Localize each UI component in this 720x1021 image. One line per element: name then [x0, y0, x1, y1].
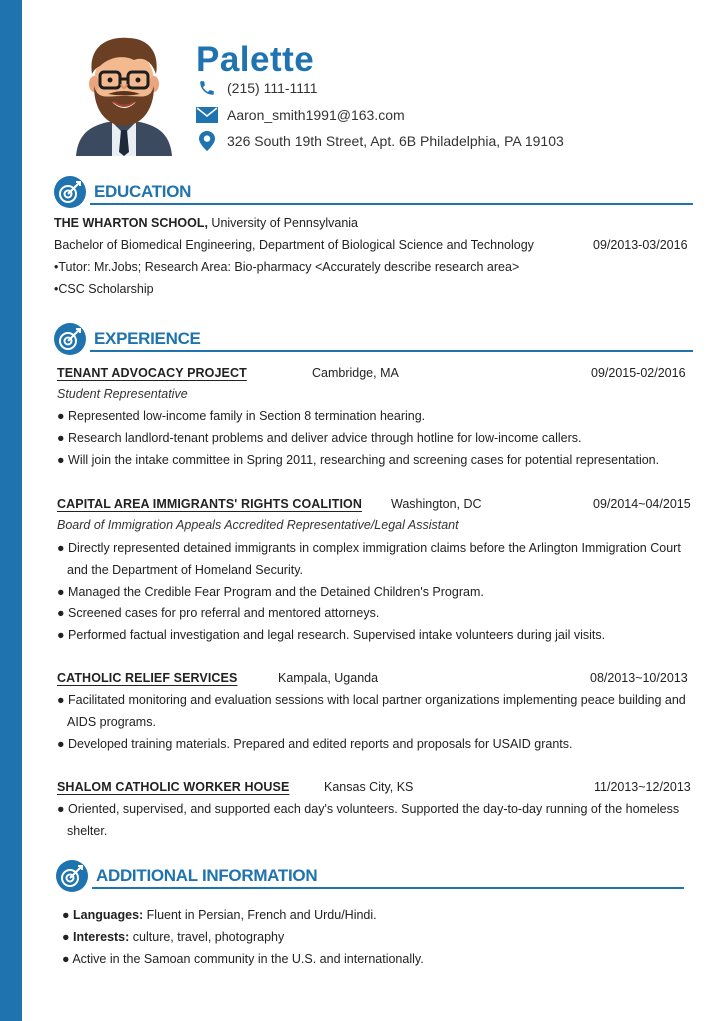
education-title: EDUCATION — [94, 182, 192, 201]
job-organization: CATHOLIC RELIEF SERVICES — [57, 671, 238, 685]
list-item: ● Oriented, supervised, and supported each day's volunteers. Supported the day-to-day running of the homeless — [57, 802, 680, 816]
job-location: Washington, DC — [391, 497, 482, 511]
job-role: Board of Immigration Appeals Accredited Representative/Legal Assistant — [57, 518, 459, 532]
phone-icon — [196, 79, 218, 97]
target-icon — [56, 860, 88, 892]
experience-title: EXPERIENCE — [94, 329, 201, 348]
education-section-header — [54, 176, 694, 210]
education-dates: 09/2013-03/2016 — [593, 238, 688, 252]
list-item: ● Will join the intake committee in Spring 2011, researching and screening cases for potential representation. — [57, 453, 660, 467]
section-divider — [92, 887, 684, 889]
additional-section-header — [56, 860, 686, 894]
school-name: THE WHARTON SCHOOL, — [54, 216, 208, 230]
list-item: ● Facilitated monitoring and evaluation sessions with local partner organizations implementing peace building and — [57, 693, 686, 707]
list-item: ● Research landlord-tenant problems and deliver advice through hotline for low-income callers. — [57, 431, 582, 445]
list-item: ● Managed the Credible Fear Program and the Detained Children's Program. — [57, 585, 484, 599]
phone-number: (215) 111-1111 — [227, 80, 318, 96]
left-accent-bar — [0, 0, 22, 1021]
list-item: ● Represented low-income family in Section 8 termination hearing. — [57, 409, 426, 423]
list-item-continuation: shelter. — [67, 824, 108, 838]
experience-section-header — [54, 323, 694, 357]
job-location: Kampala, Uganda — [278, 671, 379, 685]
contact-address — [196, 132, 564, 150]
location-icon — [196, 132, 218, 150]
contact-email — [196, 106, 405, 124]
job-location: Cambridge, MA — [312, 366, 399, 380]
job-dates: 09/2014~04/2015 — [593, 497, 691, 511]
education-degree: Bachelor of Biomedical Engineering, Department of Biological Science and Technology — [54, 238, 534, 252]
avatar — [72, 30, 176, 156]
job-dates: 11/2013~12/2013 — [594, 780, 691, 794]
education-school — [54, 215, 358, 231]
languages-value: Fluent in Persian, French and Urdu/Hindi. — [143, 908, 377, 922]
interests-value: culture, travel, photography — [129, 930, 285, 944]
candidate-name: Palette — [196, 40, 315, 79]
list-item-continuation: AIDS programs. — [67, 715, 156, 729]
additional-title: ADDITIONAL INFORMATION — [96, 866, 318, 885]
target-icon — [54, 323, 86, 355]
job-organization: CAPITAL AREA IMMIGRANTS' RIGHTS COALITION — [57, 497, 362, 511]
job-dates: 09/2015-02/2016 — [591, 366, 686, 380]
list-item-continuation: and the Department of Homeland Security. — [67, 563, 304, 577]
list-item: •Tutor: Mr.Jobs; Research Area: Bio-pharmacy <Accurately describe research area> — [54, 260, 520, 274]
job-location: Kansas City, KS — [324, 780, 414, 794]
list-item: ● Directly represented detained immigrants in complex immigration claims before the Arlington Immigration Court — [57, 541, 681, 555]
target-icon — [54, 176, 86, 208]
job-role: Student Representative — [57, 387, 188, 401]
list-item: ● Active in the Samoan community in the U.S. and internationally. — [62, 952, 424, 966]
section-divider — [90, 350, 693, 352]
interests-label: Interests: — [73, 930, 130, 944]
list-item: ● Languages: Fluent in Persian, French and Urdu/Hindi. — [62, 908, 377, 922]
community-value: Active in the Samoan community in the U.S. and internationally. — [72, 952, 424, 966]
email-address: Aaron_smith1991@163.com — [227, 107, 405, 123]
languages-label: Languages: — [73, 908, 144, 922]
job-organization: SHALOM CATHOLIC WORKER HOUSE — [57, 780, 290, 794]
email-icon — [196, 106, 218, 124]
street-address: 326 South 19th Street, Apt. 6B Philadelphia, PA 19103 — [227, 133, 564, 149]
section-divider — [90, 203, 693, 205]
list-item: ● Performed factual investigation and legal research. Supervised intake volunteers during jail visits. — [57, 628, 606, 642]
list-item: ● Developed training materials. Prepared and edited reports and proposals for USAID grants. — [57, 737, 573, 751]
list-item: •CSC Scholarship — [54, 282, 154, 296]
job-dates: 08/2013~10/2013 — [590, 671, 688, 685]
list-item: ● Screened cases for pro referral and mentored attorneys. — [57, 606, 380, 620]
university-name: University of Pennsylvania — [207, 216, 359, 230]
job-organization: TENANT ADVOCACY PROJECT — [57, 366, 247, 380]
list-item: ● Interests: culture, travel, photography — [62, 930, 285, 944]
contact-phone — [196, 79, 318, 97]
